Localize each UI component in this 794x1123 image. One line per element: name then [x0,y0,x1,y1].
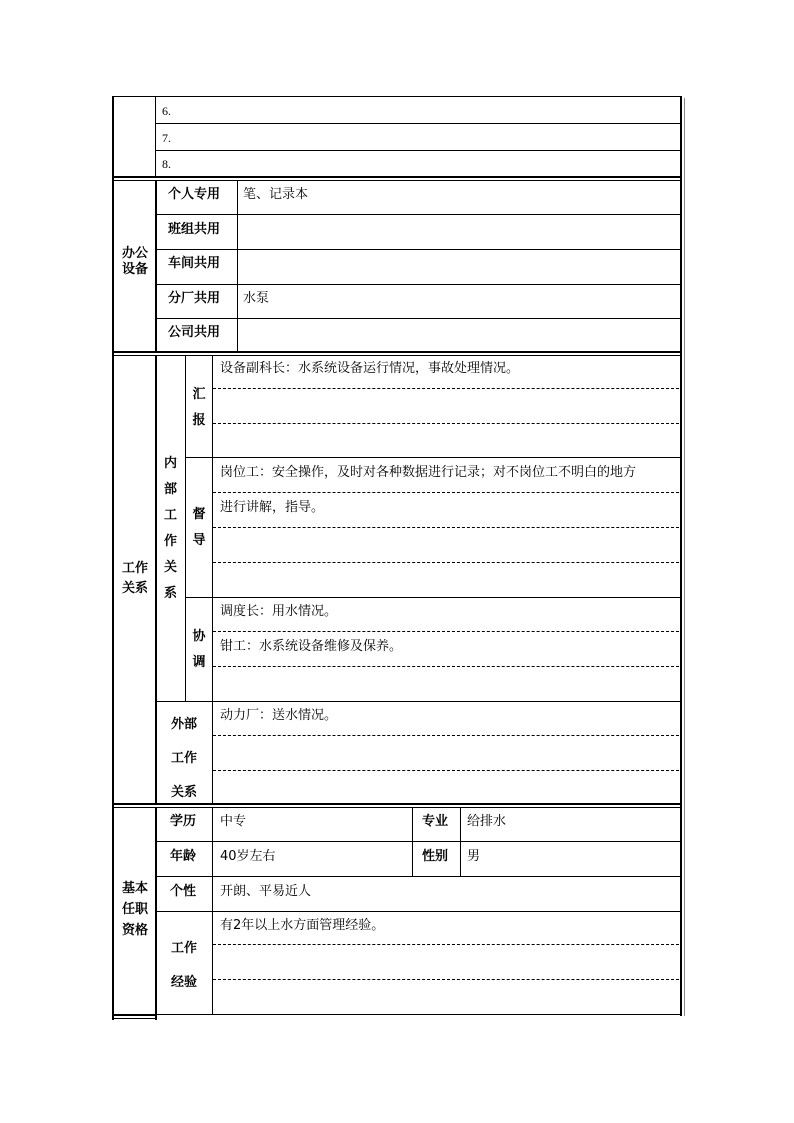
supervise-line: 进行讲解，指导。 [220,500,325,515]
work-relations-label: 工作 关系 [121,561,148,596]
age-value: 40岁左右 [220,849,276,864]
list-item: 6. [162,104,171,118]
section-divider [112,351,682,353]
list-item: 7. [162,131,171,145]
coordinate-label: 协 调 [192,629,206,670]
office-equipment-label: 办公 设备 [121,246,148,277]
equipment-row-label: 个人专用 [168,187,221,202]
supervise-label: 督 导 [192,507,206,548]
equipment-row-label: 公司共用 [168,325,221,340]
external-relations-label: 外部 工作 关系 [170,717,197,800]
equipment-row-value: 水泵 [243,291,270,306]
section-divider [112,176,682,178]
equipment-row-value: 笔、记录本 [243,187,309,202]
report-line: 设备副科长：水系统设备运行情况，事故处理情况。 [220,361,520,376]
table-right-border [680,96,682,1016]
qualifications-label: 基本 任职 资格 [121,881,148,938]
table-left-border [112,96,114,1020]
major-value: 给排水 [467,814,507,829]
coordinate-line: 调度长：用水情况。 [220,604,338,619]
age-label: 年龄 [170,849,197,864]
coordinate-line: 钳工：水系统设备维修及保养。 [220,639,403,654]
education-label: 学历 [170,814,197,829]
list-item: 8. [162,157,171,171]
equipment-row-label: 班组共用 [168,222,221,237]
personality-label: 个性 [170,884,197,899]
gender-value: 男 [467,849,481,864]
gender-label: 性别 [422,849,449,864]
education-value: 中专 [220,814,247,829]
external-line: 动力厂：送水情况。 [220,708,338,723]
major-label: 专业 [422,814,449,829]
table-right-shadow [684,98,685,1016]
personality-value: 开朗、平易近人 [220,884,312,899]
experience-line: 有2年以上水方面管理经验。 [220,918,385,933]
internal-relations-label: 内 部 工 作 关 系 [163,456,177,601]
report-label: 汇 报 [192,387,206,428]
equipment-row-label: 车间共用 [168,256,221,271]
equipment-row-label: 分厂共用 [168,291,221,306]
experience-label: 工作 经验 [170,941,197,990]
supervise-line: 岗位工：安全操作，及时对各种数据进行记录；对不岗位工不明白的地方 [220,465,637,480]
